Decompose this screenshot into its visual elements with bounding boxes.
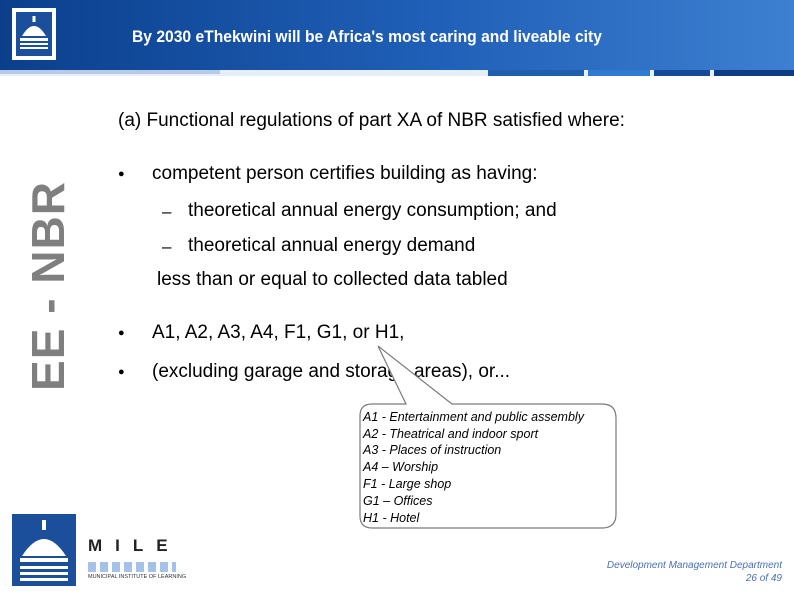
stripe-segment xyxy=(0,70,220,74)
bullet-competent-person: competent person certifies building as having: xyxy=(152,163,538,184)
stripe-segment xyxy=(654,70,710,76)
dash-icon: – xyxy=(162,202,172,221)
footer-municipality-logo xyxy=(12,514,76,586)
callout-line-g1: G1 – Offices xyxy=(363,494,433,508)
bullet-excluding-areas: (excluding garage and storage areas), or... xyxy=(152,361,511,382)
sub-energy-demand: theoretical annual energy demand xyxy=(188,235,476,256)
stripe-segment xyxy=(488,70,584,76)
stripe-segment xyxy=(714,70,794,76)
continuation-text: less than or equal to collected data tabled xyxy=(157,269,508,290)
vertical-section-title: EE - NBR xyxy=(22,181,74,391)
municipality-logo xyxy=(12,8,56,60)
callout-line-f1: F1 - Large shop xyxy=(363,477,452,491)
sub-energy-consumption: theoretical annual energy consumption; and xyxy=(188,200,557,221)
mile-logo: MILE MUNICIPAL INSTITUTE OF LEARNING xyxy=(88,536,187,580)
callout-line-a2: A2 - Theatrical and indoor sport xyxy=(363,427,539,441)
footer-page-number: 26 of 49 xyxy=(745,573,782,584)
footer-department: Development Management Department xyxy=(606,560,782,571)
callout-line-a4: A4 – Worship xyxy=(363,460,439,474)
header-banner xyxy=(0,0,794,70)
callout-line-h1: H1 - Hotel xyxy=(363,511,420,525)
bullet-icon: ● xyxy=(118,327,125,339)
callout-line-a3: A3 - Places of instruction xyxy=(363,443,502,457)
header-slogan: By 2030 eThekwini will be Africa's most caring and liveable city xyxy=(132,27,602,46)
callout-line-a1: A1 - Entertainment and public assembly xyxy=(363,410,584,424)
bullet-occupancy-classes: A1, A2, A3, A4, F1, G1, or H1, xyxy=(152,322,405,343)
stripe-segment xyxy=(588,70,650,76)
bullet-icon: ● xyxy=(118,366,125,378)
section-heading: (a) Functional regulations of part XA of NBR satisfied where: xyxy=(118,110,625,131)
bullet-icon: ● xyxy=(118,168,125,180)
dash-icon: – xyxy=(162,237,172,256)
